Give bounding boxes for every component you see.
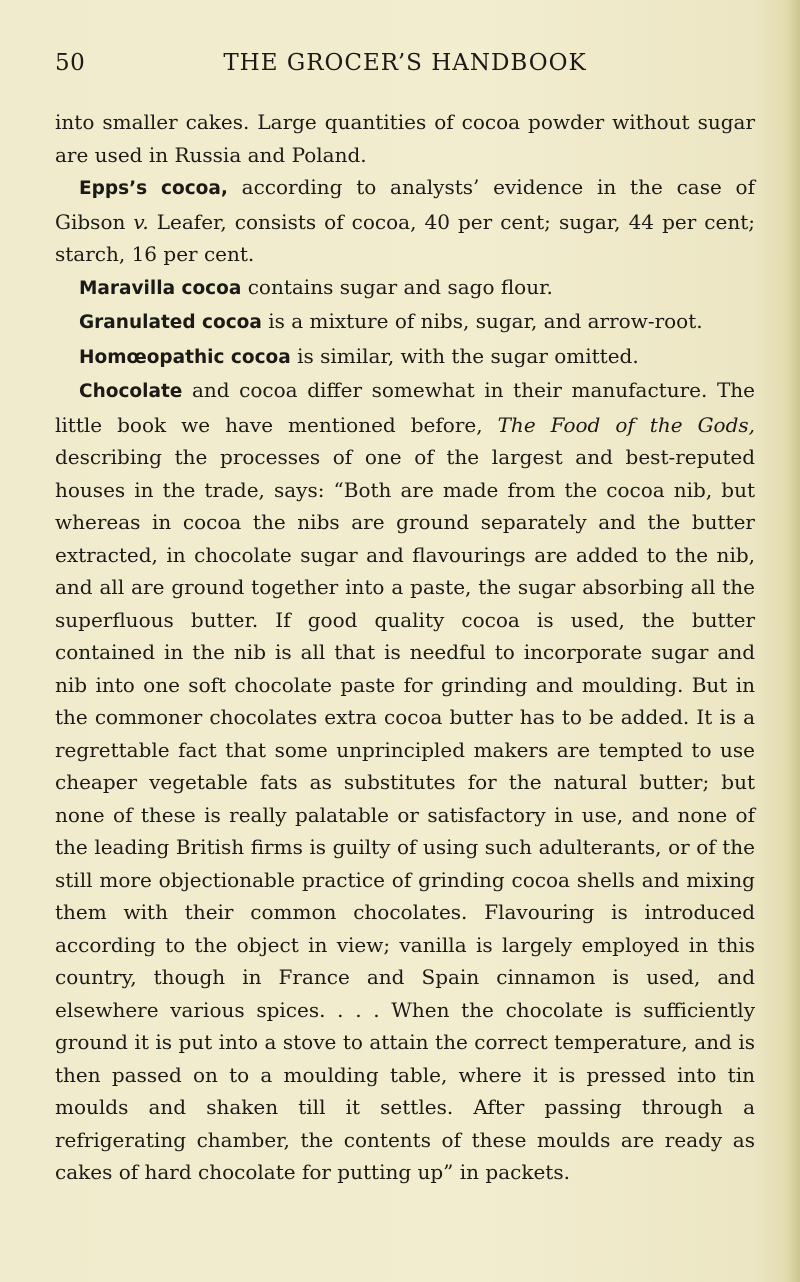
- paragraph-chocolate: [55, 374, 755, 1189]
- book-title: The Food of the Gods,: [497, 412, 756, 437]
- paragraph-text: describing the processes of one of the largest and best-reputed houses in the trade, says: “Both are made from the cocoa nib, but whereas in cocoa the nibs are ground separately and the butter extracted, in chocolate sugar and flavourings are added to the nib, and all are ground together into a paste, the sugar absorbing all the superfluous butter. If good quality cocoa is used, the butter contained in the nib is all that is needful to incorporate sugar and nib into one soft chocolate paste for grinding and moulding. But in the commoner chocolates extra cocoa butter has to be added. It is a regrettable fact that some unprincipled makers are tempted to use cheaper vegetable fats as substitutes for the natural butter; but none of these is really palatable or satisfactory in use, and none of the leading British firms is guilty of using such adulterants, or of the still more objectionable practice of grinding cocoa shells and mixing them with their common chocolates. Flavouring is introduced according to the object in view; vanilla is largely employed in this country, though in France and Spain cinnamon is used, and elsewhere various spices. . . . When the chocolate is sufficiently ground it is put into a stove to attain the correct temperature, and is then passed on to a moulding table, where it is pressed into tin moulds and shaken till it settles. After passing through a refrigerating chamber, the contents of these moulds are ready as cakes of hard chocolate for putting up” in packets.: [55, 445, 755, 1184]
- term-chocolate: Chocolate: [79, 381, 183, 402]
- paragraph-continuation: [55, 106, 755, 171]
- paragraph-text: contains sugar and sago flour.: [241, 274, 553, 299]
- paragraph-homoeopathic-cocoa: [55, 340, 755, 375]
- paragraph-text: is a mixture of nibs, sugar, and arrow-root.: [261, 309, 703, 333]
- term-maravilla-cocoa: Maravilla cocoa: [79, 277, 242, 299]
- body-text: [55, 106, 755, 1189]
- paragraph-granulated-cocoa: [55, 305, 755, 340]
- term-homoeopathic-cocoa: Homœopathic cocoa: [79, 346, 291, 368]
- term-epps-cocoa: Epps’s cocoa,: [79, 178, 228, 199]
- paragraph-text: according to analysts’ evidence in the case of Gibson: [55, 175, 755, 234]
- paragraph-maravilla-cocoa: [55, 271, 755, 306]
- running-title: THE GROCER’S HANDBOOK: [223, 50, 587, 76]
- term-granulated-cocoa: Granulated cocoa: [79, 312, 262, 333]
- page-number: 50: [55, 50, 86, 76]
- paragraph-epps-cocoa: [55, 171, 755, 271]
- paragraph-text: and cocoa differ somewhat in their manufacture. The little book we have mentioned before,: [55, 378, 755, 437]
- page-header: [55, 50, 755, 90]
- paragraph-text: Leafer, consists of cocoa, 40 per cent; sugar, 44 per cent; starch, 16 per cent.: [55, 209, 756, 266]
- page-edge-shadow: [786, 0, 800, 1282]
- italic-versus: v.: [133, 209, 149, 234]
- paragraph-text: into smaller cakes. Large quantities of cocoa powder without sugar are used in Russia and Poland.: [55, 110, 755, 167]
- paragraph-text: is similar, with the sugar omitted.: [290, 343, 639, 368]
